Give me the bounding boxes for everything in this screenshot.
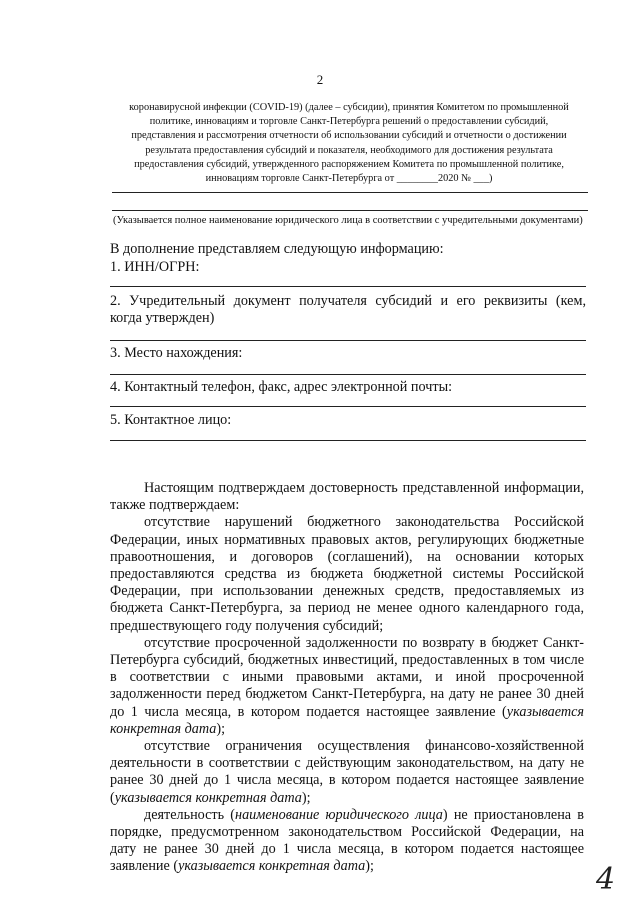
field-charter-label [110,293,586,310]
intro-text: В дополнение представляем следующую информацию: [110,241,444,257]
field-charter-text: 2. Учредительный документ получателя субсидий и его реквизиты (кем, [110,293,586,309]
confirmation-intro: Настоящим подтверждаем достоверность представленной информации, также подтверждаем: [110,480,584,514]
blank-line-company-name [112,210,588,211]
confirmation-section [110,480,584,876]
confirmation-item: отсутствие просроченной задолженности по возврату в бюджет Санкт-Петербурга субсидий, бюджетных инвестиций, предоставленных в том числе в соответствии с иными правовыми актами, и иной просроченной задолженности перед бюджетом Санкт-Петербурга, на дату не ранее 30 дней до 1 числа месяца, в котором подается настоящее заявление (указывается конкретная дата); [110,634,584,737]
handwritten-page-mark: 4 [596,862,616,897]
header-line: предоставления субсидий, утвержденного распоряжением Комитета по промышленной политике, [134,158,564,170]
field-person-line [110,440,586,441]
field-charter-line [110,340,586,341]
blank-line-company-name [112,192,588,193]
header-line: инновациям торговле Санкт-Петербурга от ________2020 № ___) [205,173,493,185]
field-contacts-label: 4. Контактный телефон, факс, адрес электронной почты: [110,379,453,395]
header-line: представления и рассмотрения отчетности об использовании субсидий и отчетности о достижении [131,130,567,142]
field-location-label: 3. Место нахождения: [110,345,243,361]
field-charter-label-cont: когда утвержден) [110,310,215,326]
field-person-label: 5. Контактное лицо: [110,412,232,428]
confirmation-item: отсутствие нарушений бюджетного законодательства Российской Федерации, иных нормативных правовых актов, регулирующих бюджетные правоотношения, и договоров (соглашений), на основании которых предоставляются средства из бюджета бюджетной системы Российской Федерации, при использовании денежных средств, предоставляемых из бюджета Санкт-Петербурга, за период не менее одного календарного года, предшествующего году получения субсидий; [110,514,584,634]
confirmation-item: деятельность (наименование юридического лица) не приостановлена в порядке, предусмотренном законодательством Российской Федерации, на дату не ранее 30 дней до 1 числа месяца, в котором подается настоящее заявление (указывается конкретная дата); [110,806,584,875]
field-location-line [110,374,586,375]
page-number: 2 [316,72,324,87]
company-name-note: (Указывается полное наименование юридического лица в соответствии с учредительными документами) [113,215,583,226]
confirmation-item: отсутствие ограничения осуществления финансово-хозяйственной деятельности в соответствии с действующим законодательством, на дату не ранее 30 дней до 1 числа месяца, в котором подается настоящее заявление (указывается конкретная дата); [110,738,584,806]
header-line: результата предоставления субсидий и показателя, необходимого для достижения результата [145,144,553,156]
form-header [110,101,588,186]
field-contacts-line [110,406,586,407]
header-line: политике, инновациям и торговле Санкт-Петербурга решений о предоставлении субсидий, [149,116,549,128]
field-inn-label: 1. ИНН/ОГРН: [110,259,200,275]
field-inn-line [110,286,586,287]
header-line: коронавирусной инфекции (COVID-19) (далее – субсидии), принятия Комитетом по промышленной [129,102,569,113]
